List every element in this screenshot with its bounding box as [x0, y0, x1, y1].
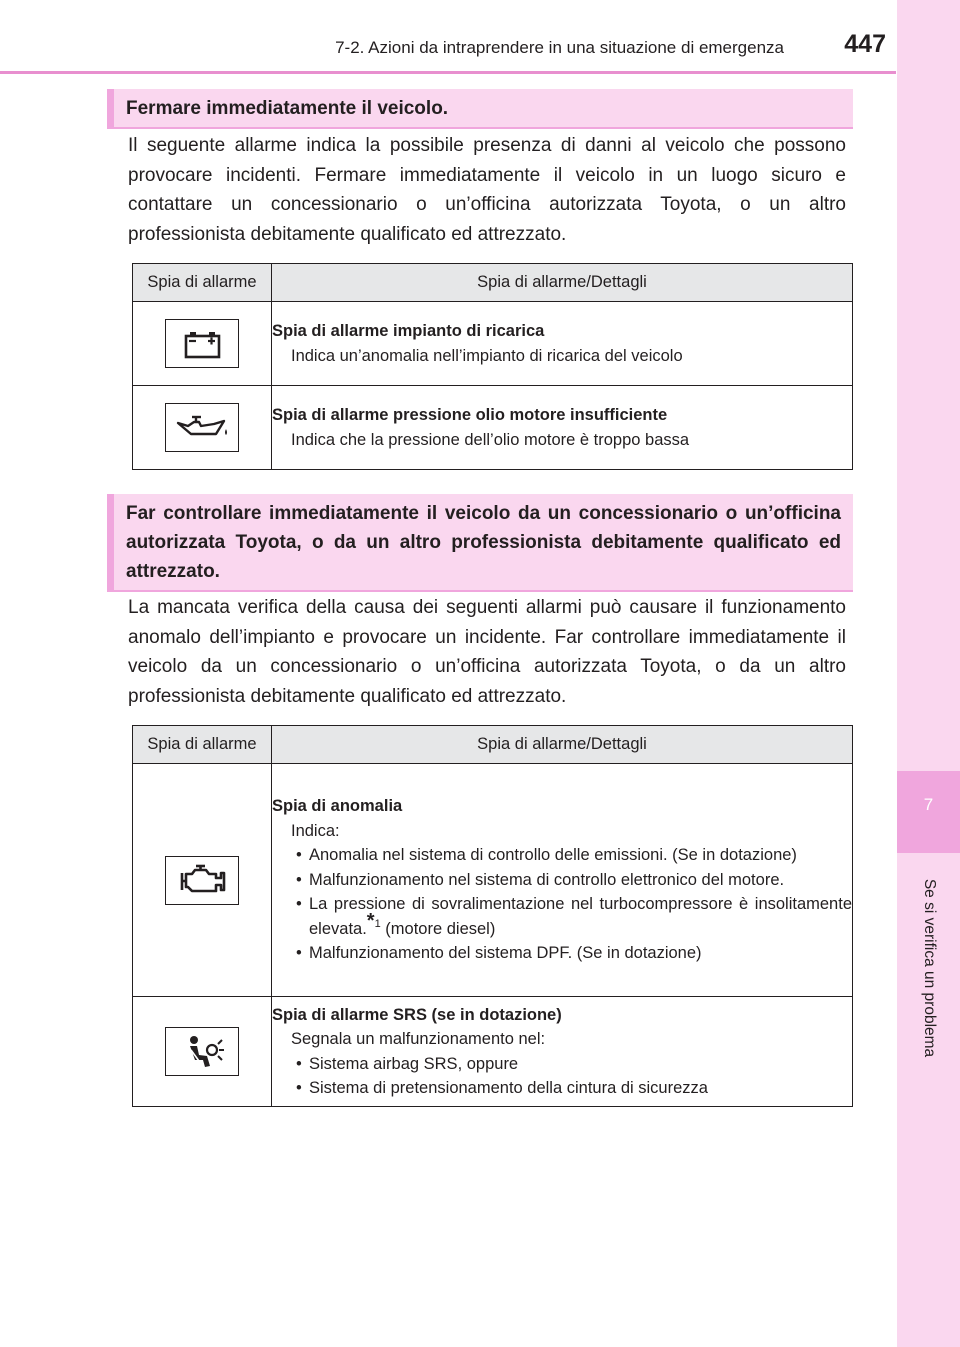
footnote-marker: *1	[366, 910, 381, 933]
table-row	[133, 302, 853, 386]
oil-can-icon	[165, 403, 239, 452]
list-item: • Sistema airbag SRS, oppure	[296, 1054, 519, 1073]
table-row	[133, 997, 853, 1107]
srs-airbag-icon	[165, 1027, 239, 1076]
table-row	[133, 386, 853, 470]
warning-title-charging: Spia di allarme impianto di ricarica	[272, 322, 545, 340]
section-heading-have-checked: Far controllare immediatamente il veicolo da un concessionario o un’officina autorizzata Toyota, o da un altro professionista debitamente qualificato ed attrezzato.	[107, 494, 853, 592]
warning-detail-oil-pressure: Indica che la pressione dell’olio motore è troppo bassa	[291, 430, 690, 449]
col-header-warning-light: Spia di allarme	[133, 726, 272, 764]
header-rule	[0, 71, 896, 74]
detail-cell	[272, 764, 853, 997]
side-chapter-band	[897, 0, 960, 1347]
running-header-title: 7-2. Azioni da intraprendere in una situazione di emergenza	[335, 38, 784, 57]
detail-cell	[272, 386, 853, 470]
detail-cell	[272, 302, 853, 386]
icon-cell	[133, 386, 272, 470]
warning-table-stop	[132, 263, 853, 470]
list-item: • Sistema di pretensionamento della cintura di sicurezza	[296, 1079, 708, 1097]
warning-intro-malfunction: Indica:	[291, 821, 340, 840]
battery-icon	[165, 319, 239, 368]
col-header-details: Spia di allarme/Dettagli	[272, 726, 853, 764]
col-header-details: Spia di allarme/Dettagli	[272, 264, 853, 302]
engine-icon	[165, 856, 239, 905]
warning-title-malfunction: Spia di anomalia	[272, 797, 403, 816]
list-item: • Malfunzionamento del sistema DPF. (Se in dotazione)	[296, 944, 702, 963]
table-header-row	[133, 264, 853, 302]
list-item: • Malfunzionamento nel sistema di controllo elettronico del motore.	[296, 870, 785, 889]
warning-table-check	[132, 725, 853, 1107]
warning-title-oil-pressure: Spia di allarme pressione olio motore insufficiente	[272, 406, 668, 424]
chapter-title-vertical: Se si verifica un problema	[921, 878, 938, 1058]
section-heading-stop-vehicle: Fermare immediatamente il veicolo.	[107, 89, 853, 129]
icon-cell	[133, 997, 272, 1107]
table-row	[133, 764, 853, 997]
icon-cell	[133, 302, 272, 386]
warning-intro-srs: Segnala un malfunzionamento nel:	[291, 1030, 546, 1048]
warning-title-srs: Spia di allarme SRS (se in dotazione)	[272, 1005, 562, 1024]
section1-body: Il seguente allarme indica la possibile presenza di danni al veicolo che possono provocare incidenti. Fermare immediatamente il veicolo in un luogo sicuro e contattare un concessionario o un’officina autorizzata Toyota, o un altro professionista debitamente qualificato ed attrezzato.	[128, 135, 846, 245]
page-number: 447	[844, 30, 886, 58]
icon-cell	[133, 764, 272, 997]
section2-body: La mancata verifica della causa dei seguenti allarmi può causare il funzionamento anomalo dell’impianto e provocare un incidente. Far controllare immediatamente il veicolo da un concessionario o un’officina autorizzata Toyota, o da un altro professionista debitamente qualificato ed attrezzato.	[128, 597, 846, 707]
chapter-number: 7	[923, 795, 934, 814]
list-item: • La pressione di sovralimentazione nel turbocompressore è insolitamente elevata.$^{*1}$ (motore diesel)	[296, 895, 852, 938]
col-header-warning-light: Spia di allarme	[133, 264, 272, 302]
list-item: • Anomalia nel sistema di controllo delle emissioni. (Se in dotazione)	[296, 846, 797, 865]
warning-detail-charging: Indica un’anomalia nell’impianto di ricarica del veicolo	[291, 346, 683, 365]
table-header-row	[133, 726, 853, 764]
detail-cell	[272, 997, 853, 1107]
